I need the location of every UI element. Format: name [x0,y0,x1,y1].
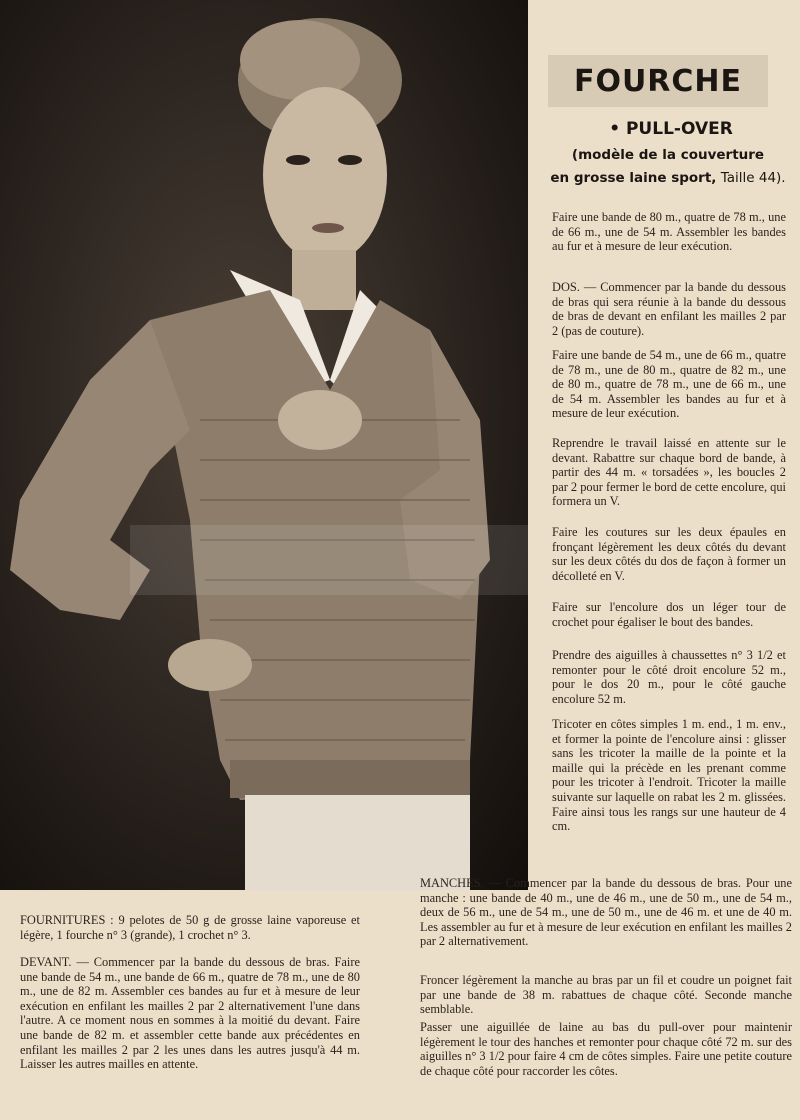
subline-size: Taille 44). [716,170,786,186]
page-title: FOURCHE [573,63,743,99]
passer-paragraph: Passer une aiguillée de laine au bas du pull-over pour maintenir légèrement le tour des hanches et remonter pour chaque côté 72 m. sur des aiguilles n° 3 1/2 pour faire 4 cm de côtes simples. Faire une petite couture de chaque côté pour raccorder les côtes. [420,1020,792,1078]
crochet-paragraph: Faire sur l'encolure dos un léger tour de crochet pour égaliser le bout des bandes. [552,600,786,629]
dos-paragraph: DOS. — Commencer par la bande du dessous de bras qui sera réunie à la bande du dessous de bras de devant en enfilant les mailles 2 par 2 (pas de couture). [552,280,786,338]
reprendre-paragraph: Reprendre le travail laissé en attente sur le devant. Rabattre sur chaque bord de bande, à partir des 44 m. « torsadées », les boucles 2 par 2 pour fermer le bord de cette encolure, qui formera un V. [552,436,786,509]
subline-wool-bold: en grosse laine sport, [550,170,717,186]
fournitures-paragraph: FOURNITURES : 9 pelotes de 50 g de grosse laine vaporeuse et légère, 1 fourche n° 3 (grande), 1 crochet n° 3. [20,913,360,942]
coutures-paragraph: Faire les coutures sur les deux épaules en fronçant légèrement les deux côtés du devant sur les deux côtés du dos de façon à former un décolleté en V. [552,525,786,583]
tricoter-paragraph: Tricoter en côtes simples 1 m. end., 1 m. env., et former la pointe de l'encolure ainsi : glisser sans les tricoter la maille de la pointe et la maille qui la précède en les prenant comme pour les tricoter à l'endroit. Tricoter la maille suivante sur laquelle on rabat les 2 m. glissées. Faire ainsi tous les rangs sur une hauteur de 4 cm. [552,717,786,834]
devant-paragraph: DEVANT. — Commencer par la bande du dessous de bras. Faire une bande de 54 m., une bande de 66 m., quatre de 78 m., une de 80 m., une de 82 m. Assembler ces bandes au fur et à mesure de leur exécution en enfilant les mailles 2 par 2 alternativement l'une dans l'autre. A ce moment nous en sommes à la moitié du devant. Faire une bande de 82 m. et assembler cette bande aux précédentes en enfilant les mailles 2 par 2 les unes dans les autres jusqu'à 44 m. Laisser les autres mailles en attente. [20,955,360,1072]
subtitle: • PULL-OVER [609,119,733,139]
manches-paragraph: MANCHES. — Commencer par la bande du dessous de bras. Pour une manche : une bande de 40 m., une de 46 m., une de 50 m., une de 54 m., deux de 56 m., une de 54 m., une de 50 m., une de 46 m. et une de 40 m. Les assembler au fur et à mesure de leur exécution en enfilant les mailles 2 par 2 alternativement. [420,876,792,949]
subline-model: (modèle de la couverture [571,147,765,163]
froncer-paragraph: Froncer légèrement la manche au bras par un fil et coudre un poignet fait par une bande de 38 m. rabattues de chaque côté. Seconde manche semblable. [420,973,792,1017]
intro-paragraph: Faire une bande de 80 m., quatre de 78 m., une de 66 m., une de 54 m. Assembler les bandes au fur et à mesure de leur exécution. [552,210,786,254]
bands-paragraph: Faire une bande de 54 m., une de 66 m., quatre de 78 m., une de 80 m., quatre de 82 m., une de 80 m., quatre de 78 m., une de 66 m., une de 54 m. Assembler les bandes au fur et à mesure de leur exécution. [552,348,786,421]
title-box [548,55,768,107]
watermark [130,525,528,595]
aiguilles-paragraph: Prendre des aiguilles à chaussettes n° 3 1/2 et remonter pour le côté droit encolure 52 m., pour le dos 20 m., pour le côté gauche encolure 52 m. [552,648,786,706]
subline-wool [548,170,788,186]
